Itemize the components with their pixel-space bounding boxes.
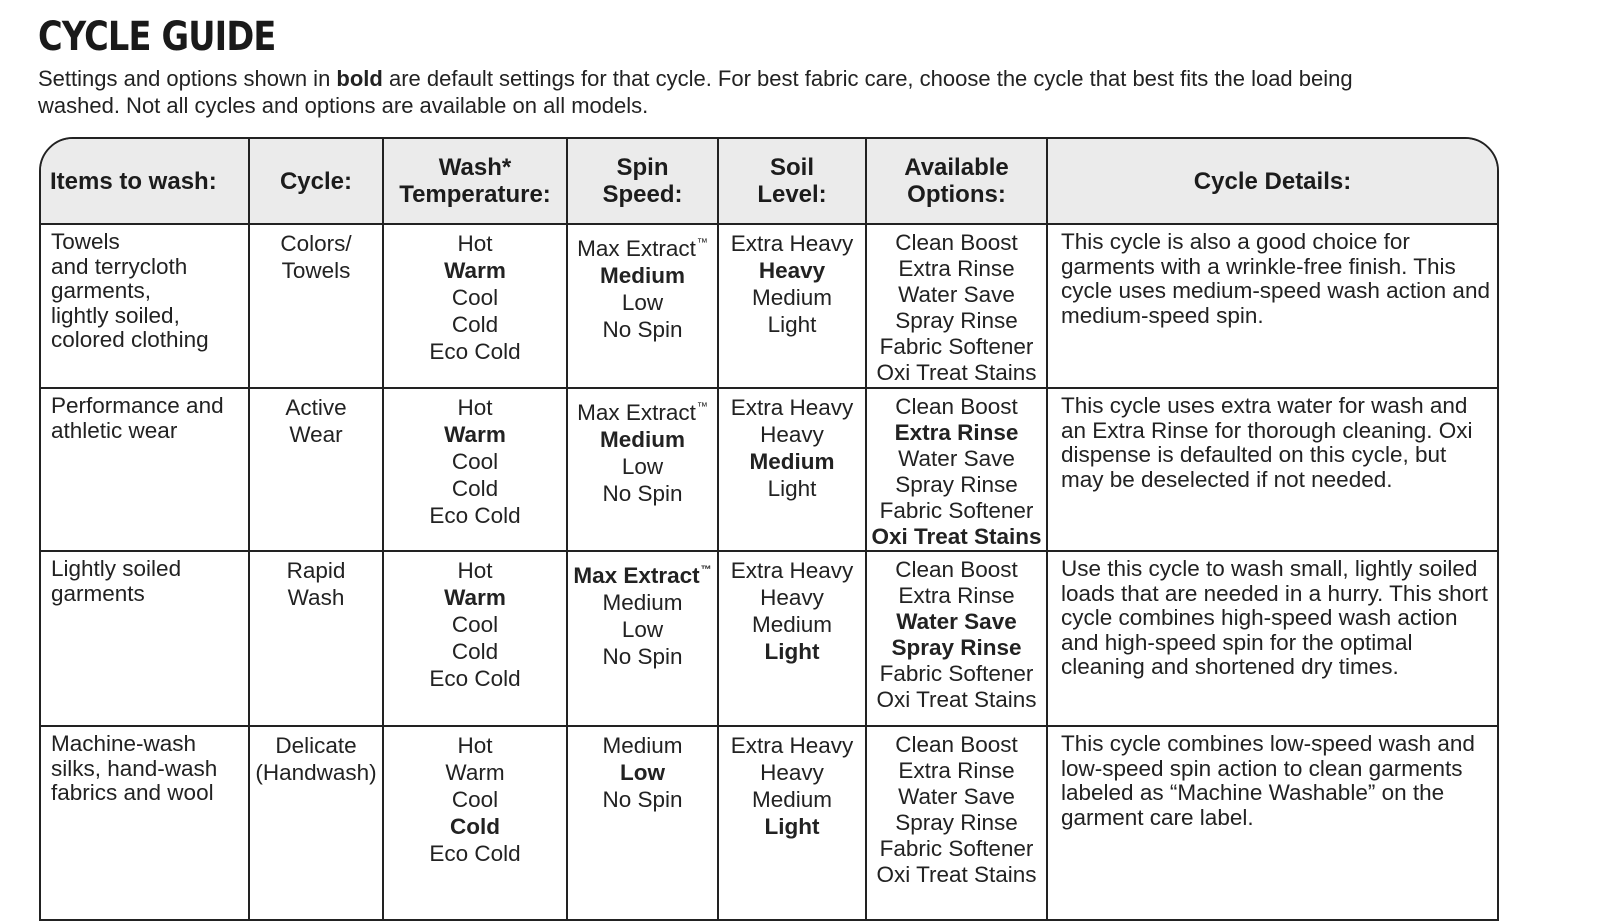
- soil-level-cell-line: [723, 759, 861, 786]
- cycle-name-cell-line: [254, 394, 378, 421]
- soil-level-cell-text: Extra Heavy: [730, 231, 854, 256]
- soil-level-cell: [718, 388, 866, 551]
- intro-paragraph: [38, 65, 1418, 119]
- cycle-name-cell: [249, 726, 383, 921]
- cycle-name-cell-text: Wear: [289, 422, 343, 447]
- soil-level-cell-line: [723, 638, 861, 665]
- wash-temperature-cell-text: Eco Cold: [429, 666, 521, 691]
- spin-speed-cell-text: Low: [621, 617, 664, 642]
- available-options-cell-line: [871, 420, 1042, 446]
- available-options-cell-text: Fabric Softener: [879, 661, 1034, 686]
- intro-text-after: are default settings for that cycle. For best fabric care, choose the cycle that best fits the load being washed. Not all cycles and options are available on all models.: [38, 66, 1353, 118]
- spin-speed-cell-text: No Spin: [602, 787, 683, 812]
- spin-speed-cell: [567, 726, 718, 921]
- available-options-cell-text: Fabric Softener: [879, 334, 1034, 359]
- available-options-cell-text: Water Save: [898, 446, 1015, 471]
- table-row: [41, 224, 1497, 388]
- spin-speed-cell-text: Low: [621, 454, 664, 479]
- available-options-cell-line: [871, 308, 1042, 334]
- soil-level-cell: [718, 726, 866, 921]
- cycle-name-cell-line: [254, 557, 378, 584]
- soil-level-cell-line: [723, 394, 861, 421]
- available-options-cell-line: [871, 758, 1042, 784]
- header-wash-temperature-line2: Temperature:: [399, 181, 551, 208]
- available-options-cell-text: Extra Rinse: [894, 420, 1019, 445]
- available-options-cell-line: [871, 609, 1042, 635]
- items-to-wash-cell: [41, 388, 249, 551]
- wash-temperature-cell-text: Hot: [457, 733, 493, 758]
- wash-temperature-cell-text: Cold: [450, 814, 500, 839]
- items-to-wash-cell-text: Towels: [51, 229, 120, 254]
- table-row: [41, 551, 1497, 726]
- wash-temperature-cell-line: [388, 284, 562, 311]
- cycle-name-cell-line: [254, 421, 378, 448]
- spin-speed-cell: [567, 551, 718, 726]
- items-to-wash-cell-text: Machine-wash: [51, 731, 197, 756]
- items-to-wash-cell-line: [51, 328, 244, 353]
- wash-temperature-cell-text: Eco Cold: [429, 841, 521, 866]
- available-options-cell-text: Oxi Treat Stains: [876, 687, 1037, 712]
- header-cycle: Cycle:: [249, 139, 383, 224]
- available-options-cell-line: [871, 687, 1042, 713]
- spin-speed-cell-line: [572, 394, 713, 426]
- cycle-details-cell: This cycle is also a good choice for garments with a wrinkle-free finish. This cycle uses medium-speed wash action and medium-speed spin.: [1047, 224, 1497, 388]
- cycle-name-cell-text: Rapid: [286, 558, 346, 583]
- items-to-wash-cell-text: silks, hand-wash: [51, 755, 218, 781]
- available-options-cell-text: Clean Boost: [895, 557, 1018, 582]
- wash-temperature-cell-line: [388, 732, 562, 759]
- available-options-cell-text: Spray Rinse: [895, 472, 1018, 497]
- items-to-wash-cell-line: [51, 279, 244, 304]
- wash-temperature-cell-line: [388, 448, 562, 475]
- wash-temperature-cell-text: Hot: [457, 395, 493, 420]
- soil-level-cell-text: Heavy: [760, 422, 824, 447]
- items-to-wash-cell-line: [51, 781, 244, 806]
- header-spin-speed-line1: Spin: [616, 154, 669, 181]
- available-options-cell-text: Extra Rinse: [898, 583, 1015, 608]
- available-options-cell-line: [871, 256, 1042, 282]
- available-options-cell-line: [871, 635, 1042, 661]
- soil-level-cell-line: [723, 813, 861, 840]
- spin-speed-cell-text: No Spin: [602, 317, 683, 342]
- items-to-wash-cell-line: [51, 419, 244, 444]
- header-soil-level-line2: Level:: [757, 181, 827, 208]
- items-to-wash-cell: [41, 726, 249, 921]
- header-items-to-wash: Items to wash:: [41, 139, 249, 224]
- items-to-wash-cell: [41, 224, 249, 388]
- items-to-wash-cell-line: [51, 255, 244, 280]
- available-options-cell-text: Oxi Treat Stains: [871, 524, 1042, 549]
- available-options-cell-text: Water Save: [898, 282, 1015, 307]
- wash-temperature-cell: [383, 388, 567, 551]
- table-body: [41, 224, 1497, 921]
- soil-level-cell-line: [723, 584, 861, 611]
- items-to-wash-cell-line: [51, 304, 244, 329]
- items-to-wash-cell-line: [51, 757, 244, 782]
- cycle-name-cell: [249, 551, 383, 726]
- cycle-guide-table: [41, 139, 1497, 921]
- cycle-name-cell: [249, 388, 383, 551]
- items-to-wash-cell-line: [51, 582, 244, 607]
- available-options-cell-line: [871, 360, 1042, 386]
- spin-speed-cell-line: [572, 732, 713, 759]
- cycle-name-cell-line: [254, 230, 378, 257]
- cycle-name-cell-text: Colors/: [280, 231, 352, 256]
- table-row: [41, 726, 1497, 921]
- wash-temperature-cell-text: Warm: [444, 422, 506, 447]
- spin-speed-cell-line: [572, 480, 713, 507]
- spin-speed-cell-line: [572, 262, 713, 289]
- soil-level-cell: [718, 551, 866, 726]
- available-options-cell: [866, 224, 1047, 388]
- spin-speed-cell-text: No Spin: [602, 481, 683, 506]
- header-cycle-details: Cycle Details:: [1047, 139, 1497, 224]
- cycle-name-cell-line: [254, 584, 378, 611]
- header-available-options: [866, 139, 1047, 224]
- wash-temperature-cell-line: [388, 638, 562, 665]
- available-options-cell-line: [871, 557, 1042, 583]
- wash-temperature-cell: [383, 726, 567, 921]
- items-to-wash-cell: [41, 551, 249, 726]
- available-options-cell-line: [871, 732, 1042, 758]
- available-options-cell-text: Clean Boost: [895, 732, 1018, 757]
- available-options-cell-line: [871, 334, 1042, 360]
- trademark-symbol: ™: [696, 401, 708, 413]
- cycle-name-cell-text: Delicate: [275, 733, 357, 758]
- intro-text-before: Settings and options shown in: [38, 66, 337, 91]
- soil-level-cell-text: Medium: [751, 612, 833, 637]
- wash-temperature-cell-line: [388, 840, 562, 867]
- cycle-name-cell-line: [254, 732, 378, 759]
- spin-speed-cell-text: Medium: [599, 263, 685, 288]
- spin-speed-cell-line: [572, 316, 713, 343]
- table-row: [41, 388, 1497, 551]
- available-options-cell-text: Clean Boost: [895, 394, 1018, 419]
- soil-level-cell-text: Light: [764, 814, 820, 839]
- spin-speed-cell: [567, 388, 718, 551]
- available-options-cell-text: Water Save: [896, 609, 1017, 634]
- wash-temperature-cell-text: Warm: [444, 258, 506, 283]
- available-options-cell-text: Spray Rinse: [895, 810, 1018, 835]
- spin-speed-cell-line: [572, 426, 713, 453]
- wash-temperature-cell-line: [388, 786, 562, 813]
- wash-temperature-cell-line: [388, 813, 562, 840]
- available-options-cell-text: Extra Rinse: [898, 758, 1015, 783]
- header-soil-level: [718, 139, 866, 224]
- items-to-wash-cell-text: and terrycloth: [51, 253, 188, 279]
- items-to-wash-cell-line: [51, 732, 244, 757]
- available-options-cell-line: [871, 446, 1042, 472]
- wash-temperature-cell-line: [388, 475, 562, 502]
- wash-temperature-cell-line: [388, 421, 562, 448]
- soil-level-cell-line: [723, 448, 861, 475]
- soil-level-cell-text: Medium: [751, 787, 833, 812]
- available-options-cell-text: Oxi Treat Stains: [876, 862, 1037, 887]
- spin-speed-cell-text: Medium: [602, 733, 683, 758]
- items-to-wash-cell-line: [51, 230, 244, 255]
- available-options-cell-line: [871, 498, 1042, 524]
- spin-speed-cell-line: [572, 557, 713, 589]
- wash-temperature-cell-line: [388, 257, 562, 284]
- available-options-cell-line: [871, 836, 1042, 862]
- soil-level-cell-text: Heavy: [760, 760, 824, 785]
- wash-temperature-cell: [383, 224, 567, 388]
- header-wash-temperature: [383, 139, 567, 224]
- spin-speed-cell-line: [572, 589, 713, 616]
- wash-temperature-cell-text: Cool: [451, 285, 499, 310]
- available-options-cell-text: Extra Rinse: [898, 256, 1015, 281]
- available-options-cell-text: Water Save: [898, 784, 1015, 809]
- available-options-cell-line: [871, 810, 1042, 836]
- items-to-wash-cell-text: Performance and: [51, 393, 224, 418]
- wash-temperature-cell-text: Hot: [457, 558, 493, 583]
- items-to-wash-cell-text: garments,: [51, 278, 152, 303]
- wash-temperature-cell-text: Cool: [451, 787, 499, 812]
- wash-temperature-cell-line: [388, 759, 562, 786]
- available-options-cell-text: Fabric Softener: [879, 498, 1034, 523]
- soil-level-cell-line: [723, 257, 861, 284]
- wash-temperature-cell-text: Eco Cold: [429, 503, 521, 528]
- soil-level-cell-text: Light: [764, 639, 820, 664]
- soil-level-cell-line: [723, 475, 861, 502]
- spin-speed-cell-text: Medium: [599, 427, 685, 452]
- soil-level-cell-line: [723, 611, 861, 638]
- cycle-guide-table-frame: [39, 137, 1499, 921]
- soil-level-cell: [718, 224, 866, 388]
- soil-level-cell-text: Medium: [749, 449, 835, 474]
- trademark-symbol: ™: [696, 237, 708, 249]
- soil-level-cell-text: Light: [767, 312, 817, 337]
- wash-temperature-cell-line: [388, 665, 562, 692]
- available-options-cell: [866, 551, 1047, 726]
- soil-level-cell-text: Heavy: [758, 258, 826, 283]
- available-options-cell: [866, 388, 1047, 551]
- spin-speed-cell-text: No Spin: [602, 644, 683, 669]
- wash-temperature-cell-text: Warm: [445, 760, 505, 785]
- cycle-details-cell: This cycle combines low-speed wash and low-speed spin action to clean garments labeled as “Machine Washable” on the garment care label.: [1047, 726, 1497, 921]
- items-to-wash-cell-text: fabrics and wool: [51, 780, 214, 805]
- available-options-cell-line: [871, 472, 1042, 498]
- wash-temperature-cell-line: [388, 394, 562, 421]
- available-options-cell-line: [871, 862, 1042, 888]
- spin-speed-cell-text: Max Extract: [573, 563, 700, 588]
- spin-speed-cell-text: Low: [620, 760, 665, 785]
- spin-speed-cell-line: [572, 759, 713, 786]
- wash-temperature-cell-text: Cold: [451, 639, 499, 664]
- trademark-symbol: ™: [700, 564, 712, 576]
- spin-speed-cell-line: [572, 786, 713, 813]
- available-options-cell-line: [871, 394, 1042, 420]
- table-header-row: [41, 139, 1497, 224]
- available-options-cell-text: Fabric Softener: [879, 836, 1034, 861]
- spin-speed-cell-line: [572, 289, 713, 316]
- wash-temperature-cell-text: Eco Cold: [429, 339, 521, 364]
- wash-temperature-cell-text: Cool: [451, 612, 499, 637]
- wash-temperature-cell-line: [388, 338, 562, 365]
- items-to-wash-cell-line: [51, 557, 244, 582]
- soil-level-cell-text: Light: [767, 476, 817, 501]
- intro-bold-word: bold: [336, 66, 383, 91]
- available-options-cell-line: [871, 784, 1042, 810]
- wash-temperature-cell-text: Warm: [444, 585, 506, 610]
- wash-temperature-cell-line: [388, 502, 562, 529]
- cycle-details-cell: This cycle uses extra water for wash and an Extra Rinse for thorough cleaning. Oxi dispense is defaulted on this cycle, but may be deselected if not needed.: [1047, 388, 1497, 551]
- available-options-cell-line: [871, 583, 1042, 609]
- cycle-name-cell-line: [254, 257, 378, 284]
- soil-level-cell-line: [723, 421, 861, 448]
- available-options-cell-text: Oxi Treat Stains: [876, 360, 1037, 385]
- items-to-wash-cell-text: Lightly soiled: [51, 556, 182, 581]
- cycle-name-cell-line: [254, 759, 378, 786]
- spin-speed-cell-text: Low: [621, 290, 664, 315]
- wash-temperature-cell-line: [388, 230, 562, 257]
- spin-speed-cell-line: [572, 230, 713, 262]
- items-to-wash-cell-text: garments: [51, 580, 145, 606]
- spin-speed-cell-text: Medium: [602, 590, 683, 615]
- available-options-cell-line: [871, 282, 1042, 308]
- soil-level-cell-text: Extra Heavy: [730, 395, 854, 420]
- soil-level-cell-text: Extra Heavy: [730, 558, 854, 583]
- wash-temperature-cell-text: Cold: [451, 312, 499, 337]
- header-spin-speed: [567, 139, 718, 224]
- soil-level-cell-line: [723, 311, 861, 338]
- spin-speed-cell-text: Max Extract: [577, 236, 696, 261]
- soil-level-cell-line: [723, 230, 861, 257]
- wash-temperature-cell-line: [388, 557, 562, 584]
- wash-temperature-cell-text: Hot: [457, 231, 493, 256]
- wash-temperature-cell-line: [388, 584, 562, 611]
- page-title: CYCLE GUIDE: [38, 14, 276, 60]
- wash-temperature-cell-line: [388, 611, 562, 638]
- header-available-options-line2: Options:: [907, 181, 1006, 208]
- cycle-name-cell-text: Wash: [287, 585, 345, 610]
- cycle-name-cell-text: Towels: [281, 258, 351, 283]
- header-spin-speed-line2: Speed:: [602, 181, 683, 208]
- spin-speed-cell-line: [572, 643, 713, 670]
- cycle-details-cell: Use this cycle to wash small, lightly soiled loads that are needed in a hurry. This short cycle combines high-speed wash action and high-speed spin for the optimal cleaning and shortened dry times.: [1047, 551, 1497, 726]
- items-to-wash-cell-text: colored clothing: [51, 327, 209, 352]
- soil-level-cell-line: [723, 786, 861, 813]
- wash-temperature-cell: [383, 551, 567, 726]
- available-options-cell-text: Spray Rinse: [895, 308, 1018, 333]
- header-available-options-line1: Available: [904, 154, 1009, 181]
- spin-speed-cell: [567, 224, 718, 388]
- header-soil-level-line1: Soil: [769, 154, 814, 181]
- cycle-name-cell: [249, 224, 383, 388]
- available-options-cell-line: [871, 524, 1042, 550]
- available-options-cell-text: Spray Rinse: [891, 635, 1022, 660]
- soil-level-cell-text: Medium: [751, 285, 833, 310]
- wash-temperature-cell-line: [388, 311, 562, 338]
- items-to-wash-cell-line: [51, 394, 244, 419]
- header-wash-temperature-line1: Wash*: [438, 154, 512, 181]
- available-options-cell-text: Clean Boost: [895, 230, 1018, 255]
- spin-speed-cell-line: [572, 453, 713, 480]
- soil-level-cell-text: Heavy: [760, 585, 824, 610]
- wash-temperature-cell-text: Cold: [451, 476, 499, 501]
- items-to-wash-cell-text: athletic wear: [51, 417, 178, 443]
- soil-level-cell-line: [723, 284, 861, 311]
- soil-level-cell-line: [723, 732, 861, 759]
- available-options-cell: [866, 726, 1047, 921]
- spin-speed-cell-text: Max Extract: [577, 400, 696, 425]
- wash-temperature-cell-text: Cool: [451, 449, 499, 474]
- spin-speed-cell-line: [572, 616, 713, 643]
- soil-level-cell-text: Extra Heavy: [730, 733, 854, 758]
- cycle-name-cell-text: (Handwash): [255, 760, 377, 785]
- items-to-wash-cell-text: lightly soiled,: [51, 302, 180, 328]
- cycle-name-cell-text: Active: [285, 395, 347, 420]
- soil-level-cell-line: [723, 557, 861, 584]
- available-options-cell-line: [871, 230, 1042, 256]
- available-options-cell-line: [871, 661, 1042, 687]
